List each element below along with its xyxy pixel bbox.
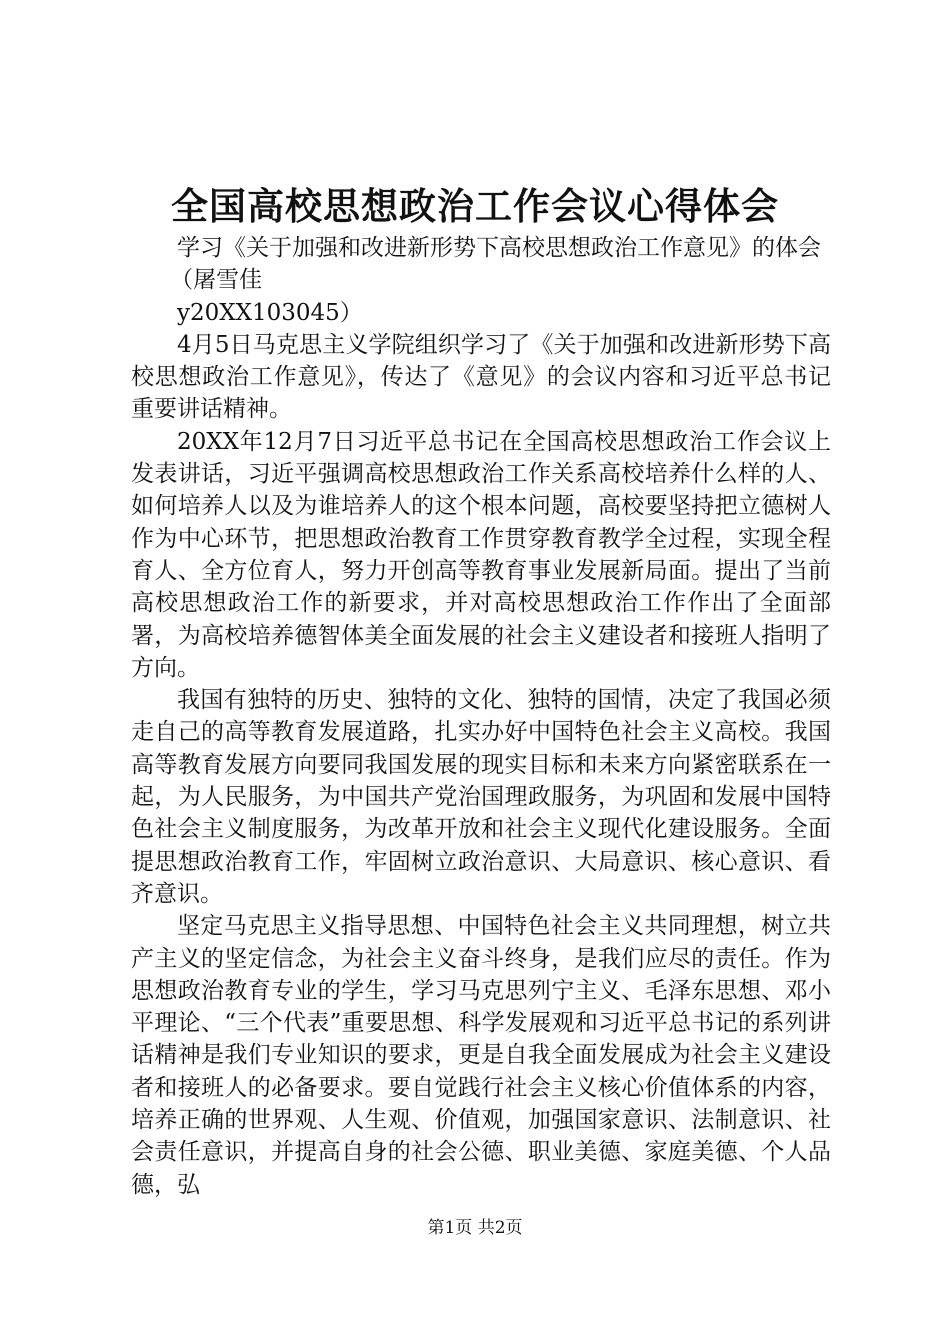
author-line: （屠雪佳 [170, 267, 263, 294]
paragraph: 我国有独特的历史、独特的文化、独特的国情，决定了我国必须走自己的高等教育发展道路，扎实办好中国特色社会主义高校。我国高等教育发展方向要同我国发展的现实目标和未来方向紧密联系在一起，为人民服务，为中国共产党治国理政服务，为巩固和发展中国特色社会主义制度服务，为改革开放和社会主义现代化建设服务。全面提思想政治教育工作，牢固树立政治意识、大局意识、核心意识、看齐意识。 [131, 687, 831, 907]
document-title: 全国高校思想政治工作会议心得体会 [171, 184, 779, 228]
paragraph: 坚定马克思主义指导思想、中国特色社会主义共同理想，树立共产主义的坚定信念，为社会主义奋斗终身，是我们应尽的责任。作为思想政治教育专业的学生，学习马克思列宁主义、毛泽东思想、邓小平理论、“三个代表”重要思想、科学发展观和习近平总书记的系列讲话精神是我们专业知识的要求，更是自我全面发展成为社会主义建设者和接班人的必备要求。要自觉践行社会主义核心价值体系的内容，培养正确的世界观、人生观、价值观，加强国家意识、法制意识、社会责任意识，并提高自身的社会公德、职业美德、家庭美德、个人品德，弘 [131, 913, 831, 1198]
paragraph: 20XX年12月7日习近平总书记在全国高校思想政治工作会议上发表讲话，习近平强调高校思想政治工作关系高校培养什么样的人、如何培养人以及为谁培养人的这个根本问题，高校要坚持把立德树人作为中心环节，把思想政治教育工作贯穿教育教学全过程，实现全程育人、全方位育人，努力开创高等教育事业发展新局面。提出了当前高校思想政治工作的新要求，并对高校思想政治工作作出了全面部署，为高校培养德智体美全面发展的社会主义建设者和接班人指明了方向。 [131, 428, 831, 681]
student-id-line: y20XX103045） [177, 299, 363, 326]
page-number-footer: 第1页 共2页 [427, 1218, 523, 1238]
document-subtitle: 学习《关于加强和改进新形势下高校思想政治工作意见》的体会 [177, 235, 821, 261]
document-body [131, 232, 831, 1201]
paragraph: 4月5日马克思主义学院组织学习了《关于加强和改进新形势下高校思想政治工作意见》，传达了《意见》的会议内容和习近平总书记重要讲话精神。 [131, 331, 831, 423]
